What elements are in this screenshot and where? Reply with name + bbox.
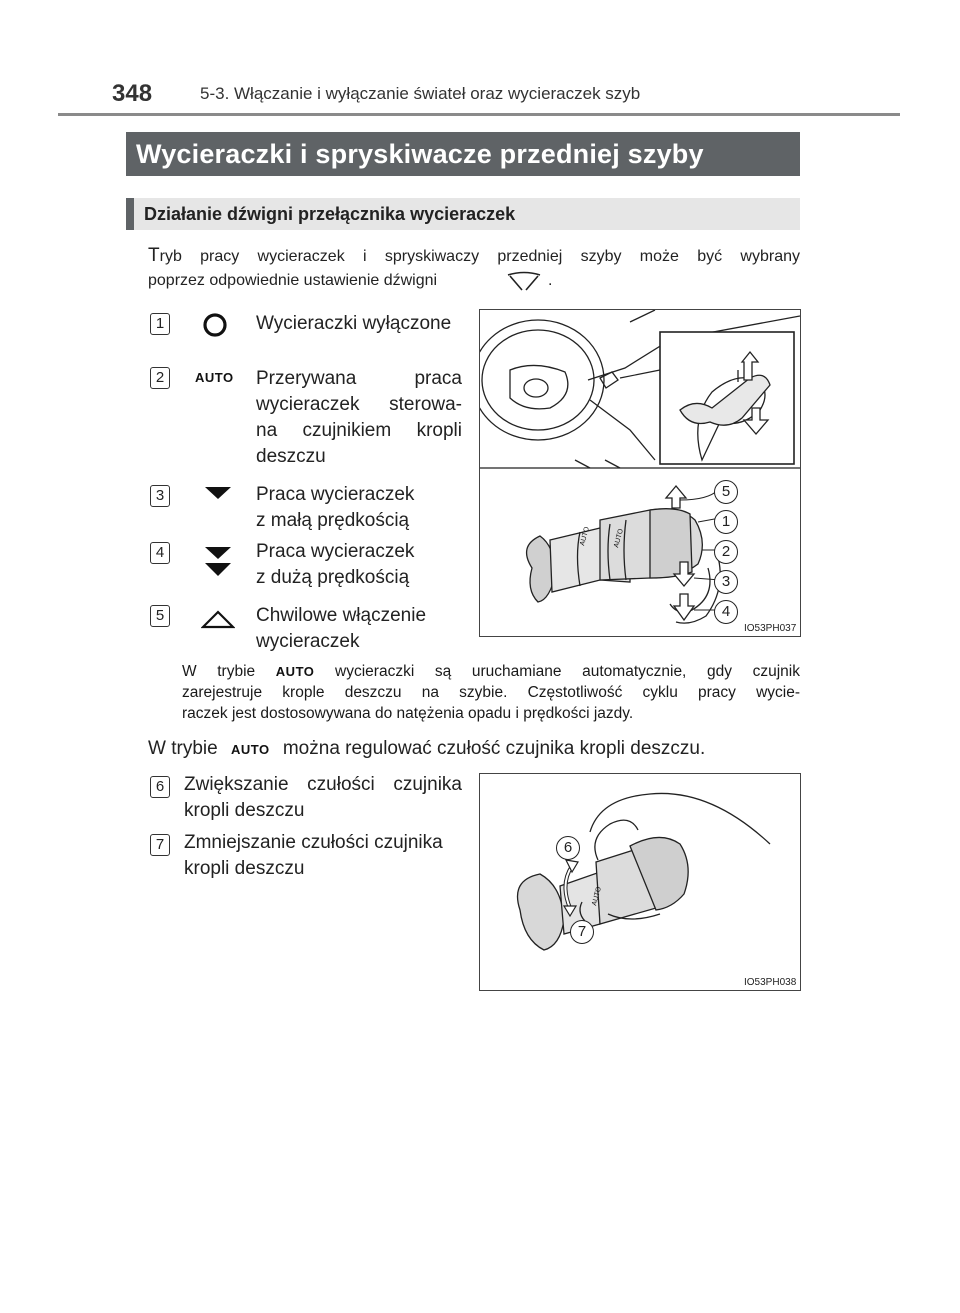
lever-auto-label: AUTO <box>613 528 625 549</box>
position-4-line: z dużą prędkością <box>256 567 410 588</box>
note-line-1 <box>182 661 800 682</box>
header-divider <box>58 113 900 116</box>
adjust-6-line: kropli deszczu <box>184 800 305 821</box>
intro-line-1-text: ryb pracy wycieraczek i spryskiwaczy przedniej szyby może być wybrany <box>159 248 800 265</box>
figure2-callout-6 <box>556 836 580 860</box>
position-4-line: Praca wycieraczek <box>256 541 415 562</box>
note-pre: W trybie <box>182 663 256 680</box>
position-2-line: Przerywana praca <box>256 368 462 389</box>
auto-mode-note <box>182 661 800 724</box>
figure2-callout-7-label: 7 <box>577 923 587 940</box>
sensitivity-line <box>148 738 705 760</box>
intro-line-1 <box>148 243 800 270</box>
position-2-line: wycieraczek sterowa- <box>256 394 462 415</box>
subtitle-text: Działanie dźwigni przełącznika wycieraczek <box>144 204 516 224</box>
figure1-callout-5 <box>714 480 738 504</box>
sensitivity-post: można regulować czułość czujnika kropli deszczu. <box>282 738 706 759</box>
auto-icon: AUTO <box>230 742 270 757</box>
callout-marker-1: 1 <box>150 313 170 335</box>
note-line-3: raczek jest dostosowywana do natężenia opadu i prędkości jazdy. <box>182 705 634 722</box>
callout-marker-4: 4 <box>150 542 170 564</box>
note-line-2: zarejestruje krople deszczu na szybie. Częstotliwość cyklu pracy wycie- <box>182 684 800 701</box>
figure2-code: IO53PH038 <box>744 977 797 988</box>
triangle-down-icon <box>204 485 232 501</box>
page-number: 348 <box>112 80 153 107</box>
callout-marker-6: 6 <box>150 776 170 798</box>
steering-column-illustration <box>480 310 800 636</box>
lever-auto-label: AUTO <box>591 886 603 907</box>
figure1-callout-4-label: 4 <box>721 603 731 620</box>
figure1-callout-3-label: 3 <box>721 573 731 590</box>
position-5-line: Chwilowe włączenie <box>256 605 427 626</box>
sensitivity-pre: W trybie <box>148 738 218 759</box>
intro-initial: T <box>148 245 160 266</box>
figure2-callout-7 <box>570 920 594 944</box>
callout-marker-7: 7 <box>150 834 170 856</box>
intro-line-2: poprzez odpowiednie ustawienie dźwigni <box>148 272 438 289</box>
position-4-text <box>256 539 414 591</box>
figure1-callout-4 <box>714 600 738 624</box>
position-2-line: deszczu <box>256 446 326 467</box>
figure-sensitivity-adjust <box>479 773 801 991</box>
note-line-1-text: wycieraczki są uruchamiane automatycznie, gdy czujnik <box>335 663 800 680</box>
adjust-7-text <box>184 830 462 882</box>
adjust-7-line: kropli deszczu <box>184 858 305 879</box>
position-5-line: wycieraczek <box>256 631 360 652</box>
callout-marker-3: 3 <box>150 485 170 507</box>
page-title: Wycieraczki i spryskiwacze przedniej szyby <box>136 139 704 169</box>
position-1-text: Wycieraczki wyłączone <box>256 313 452 334</box>
figure1-callout-2 <box>714 540 738 564</box>
adjust-7-line: Zmniejszanie czułości czujnika <box>184 832 443 853</box>
wiper-lever-icon <box>504 268 544 294</box>
subtitle-banner <box>126 198 800 230</box>
intro-period: . <box>548 272 553 289</box>
position-2-line: na czujnikiem kropli <box>256 420 462 441</box>
figure-lever-positions <box>479 309 801 637</box>
callout-marker-5: 5 <box>150 605 170 627</box>
position-3-text <box>256 482 414 534</box>
hand-lever-illustration <box>480 774 800 990</box>
adjust-6-text <box>184 772 462 824</box>
lever-auto-label: AUTO <box>579 526 591 547</box>
position-3-line: Praca wycieraczek <box>256 484 415 505</box>
figure1-callout-5-label: 5 <box>721 483 731 500</box>
figure1-callout-3 <box>714 570 738 594</box>
position-2-text <box>256 366 462 470</box>
figure1-code: IO53PH037 <box>744 623 797 634</box>
figure2-callout-6-label: 6 <box>563 839 573 856</box>
figure1-callout-1-label: 1 <box>721 513 731 530</box>
position-3-line: z małą prędkością <box>256 510 410 531</box>
title-banner <box>126 132 800 176</box>
triangle-up-outline-icon <box>201 609 235 629</box>
section-title: 5-3. Włączanie i wyłączanie świateł oraz wycieraczek szyb <box>200 84 641 103</box>
adjust-6-line: Zwiększanie czułości czujnika <box>184 774 462 795</box>
callout-marker-2: 2 <box>150 367 170 389</box>
circle-icon <box>202 312 230 338</box>
figure1-callout-2-label: 2 <box>721 543 731 560</box>
position-5-text <box>256 603 426 655</box>
subtitle-accent-bar <box>126 198 134 230</box>
double-triangle-down-icon <box>204 545 232 579</box>
figure1-callout-1 <box>714 510 738 534</box>
auto-icon: AUTO <box>195 370 234 385</box>
auto-icon: AUTO <box>275 664 315 679</box>
